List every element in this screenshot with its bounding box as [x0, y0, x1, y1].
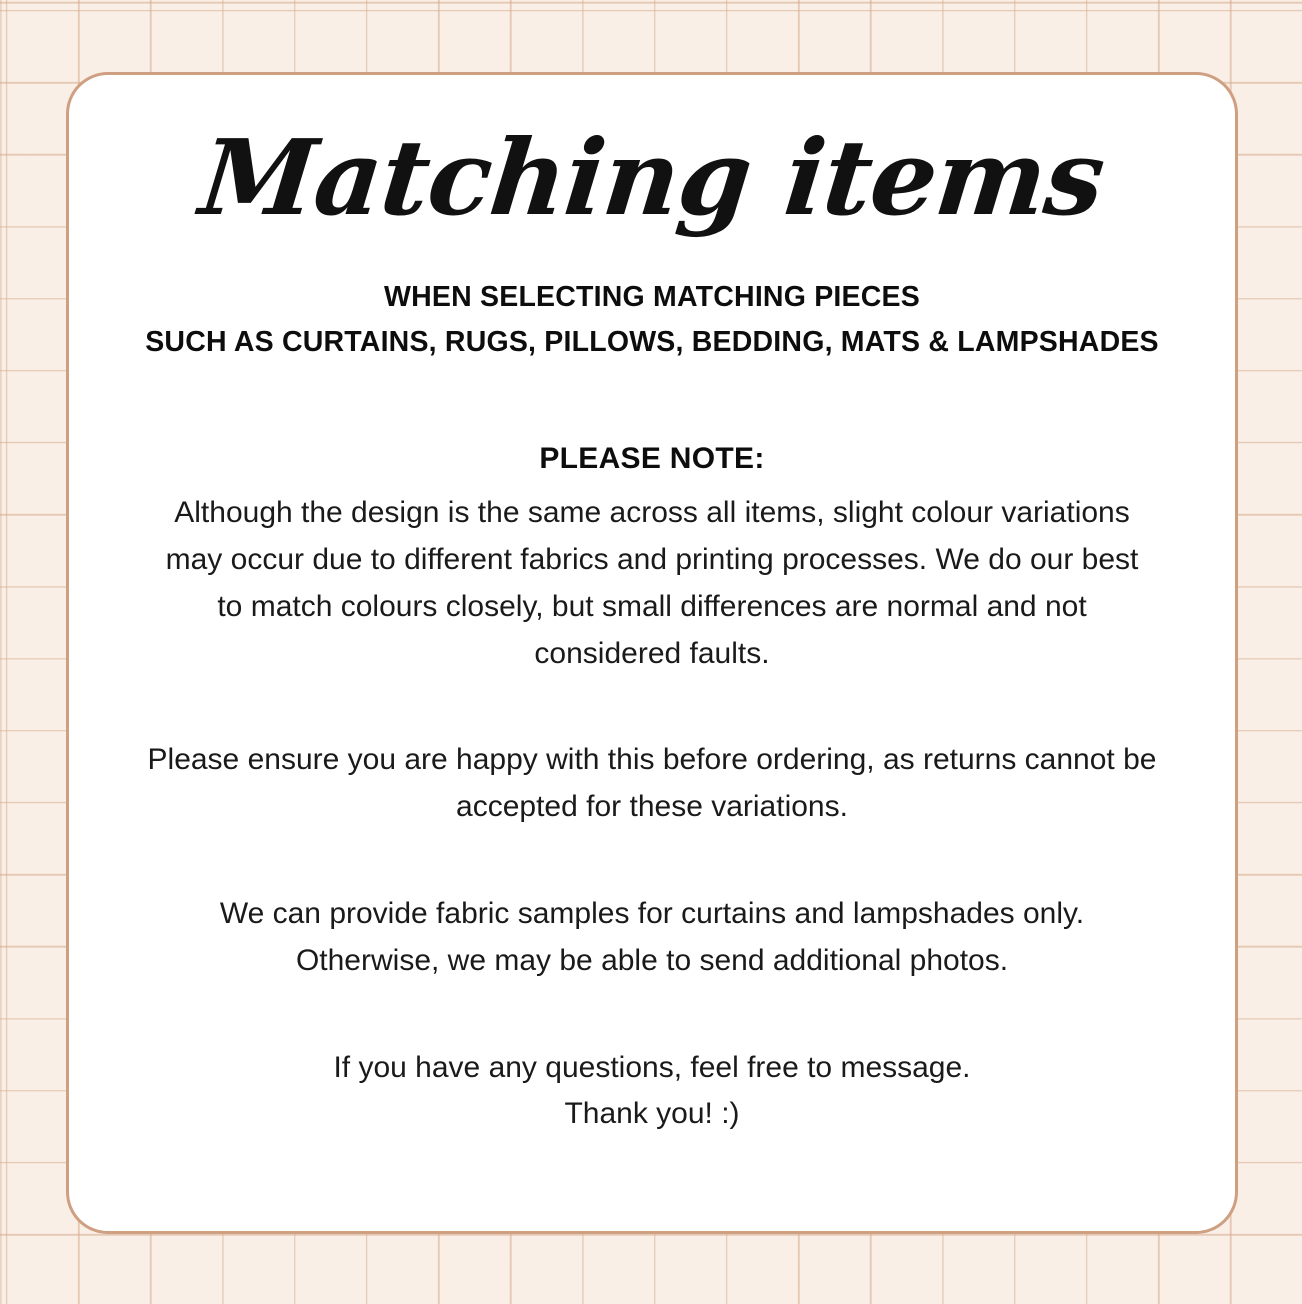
- paragraph-closing: [147, 1045, 1157, 1139]
- paragraph-returns: Please ensure you are happy with this before ordering, as returns cannot be accepted for these variations.: [147, 743, 1157, 824]
- subheading-line-2: SUCH AS CURTAINS, RUGS, PILLOWS, BEDDING, MATS & LAMPSHADES: [145, 325, 1159, 358]
- paragraph-colour-variations: Although the design is the same across all items, slight colour variations may occur due to different fabrics and printing processes. We do our best to match colours closely, but small differences are normal and not considered faults.: [165, 496, 1139, 670]
- subheading: [129, 275, 1175, 364]
- note-heading: PLEASE NOTE:: [539, 442, 765, 476]
- page-title: Matching items: [194, 116, 1110, 239]
- subheading-line-1: WHEN SELECTING MATCHING PIECES: [384, 281, 920, 314]
- paragraph-samples: We can provide fabric samples for curtains and lampshades only. Otherwise, we may be able to send additional photos.: [219, 897, 1085, 977]
- closing-line-1: If you have any questions, feel free to message.: [333, 1050, 971, 1084]
- card-content: [69, 75, 1235, 1138]
- content-card: [66, 72, 1238, 1234]
- closing-line-2: Thank you! :): [564, 1097, 740, 1131]
